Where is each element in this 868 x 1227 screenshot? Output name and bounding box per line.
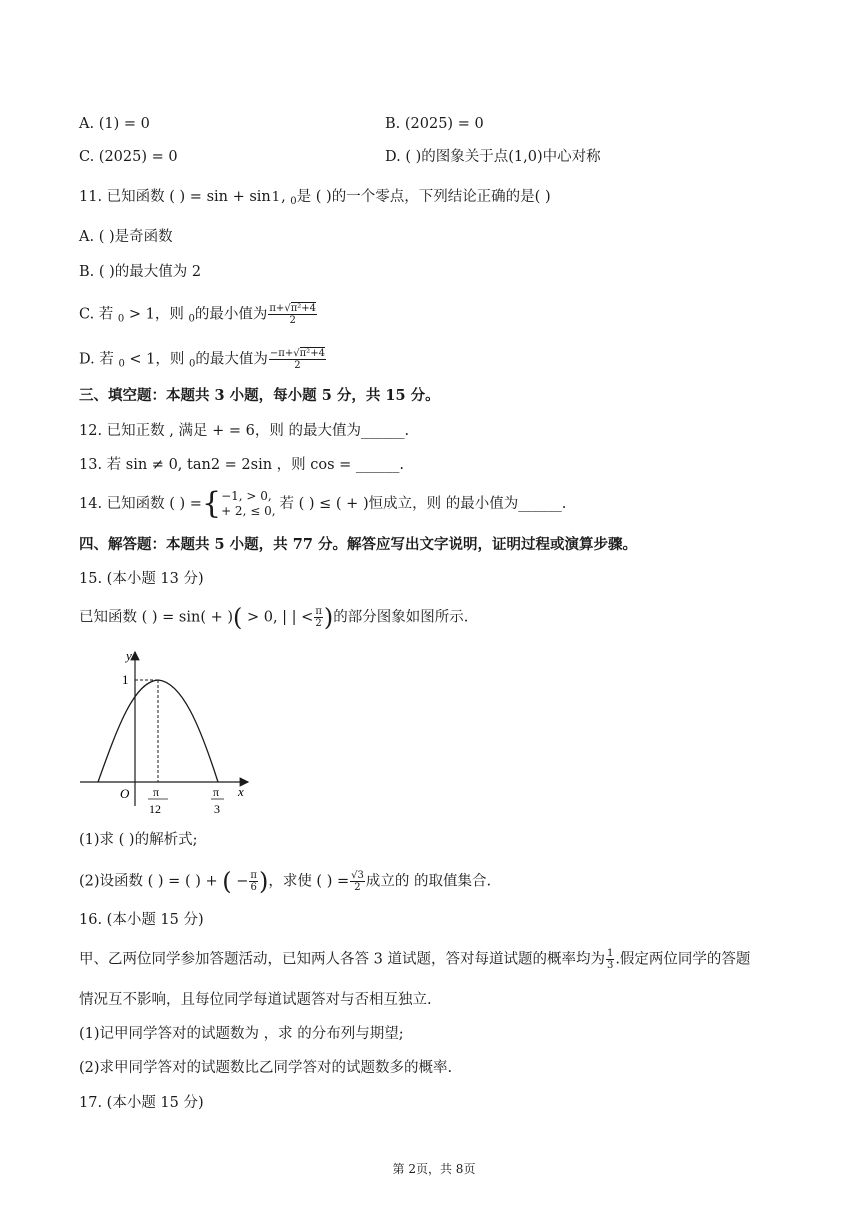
q16-line1-pre: 甲、乙两位同学参加答题活动，已知两人各答 3 道试题，答对每道试题的概率均为 (79, 951, 605, 968)
q15-stem-cond: > 0, | | < (242, 609, 314, 626)
q17-head: 17. (本小题 15 分) (79, 1095, 204, 1111)
q11-stem (79, 187, 551, 212)
q15-rparen: ) (323, 603, 334, 632)
q11-stem-start: 11. 已知函数 ( ) = sin + sin (79, 189, 271, 205)
q15-pi-fraction (314, 606, 323, 629)
q16-prob-den: 3 (606, 960, 614, 971)
q15-p2-six: 6 (250, 882, 257, 893)
q15-p2-post2: 成立的 的取值集合. (365, 873, 492, 890)
q15-pi: π (315, 606, 322, 617)
tick1-den: 12 (149, 802, 161, 816)
q15-lparen: ( (233, 603, 243, 632)
q15-p2-rparen: ) (258, 867, 269, 896)
q15-head: 15. (本小题 13 分) (79, 571, 204, 587)
q11-c-post: 的最小值为 (194, 306, 268, 323)
q11-fraction (271, 189, 281, 205)
page-footer: 第 2页，共 8页 (392, 1162, 476, 1176)
q11-c-sub2: 0 (188, 313, 195, 325)
q15-p2-den: 2 (354, 882, 361, 893)
q12: 12. 已知正数 , 满足 + = 6，则 的最大值为______. (79, 423, 410, 439)
q11-d-fraction: $\frac{\text{−π+√π²+4}}{2}$ (269, 348, 325, 371)
q14 (79, 486, 567, 521)
sine-graph (76, 646, 256, 818)
q11-option-b: B. ( )的最大值为 2 (79, 264, 202, 280)
q11-c-fraction: $\frac{\text{π+√π²+4}}{2}$ (269, 303, 317, 326)
q14-pre: 14. 已知函数 ( ) = (79, 496, 202, 512)
tick1-num: π (153, 785, 160, 799)
q15-stem-post: 的部分图象如图所示. (333, 609, 469, 626)
q11-d-sub2: 0 (189, 358, 196, 370)
section-3-heading: 三、填空题：本题共 3 小题，每小题 5 分，共 15 分。 (79, 387, 440, 404)
y-label: y (126, 648, 132, 663)
q15-stem (79, 603, 469, 632)
q11-d-num-a: −π+ (269, 348, 294, 359)
q11-option-c (79, 303, 318, 330)
q16-part1: (1)记甲同学答对的试题数为 ，求 的分布列与期望; (79, 1026, 404, 1042)
q15-stem-pre: 已知函数 ( ) = sin( + ) (79, 609, 233, 626)
section-4-heading: 四、解答题：本题共 5 小题，共 77 分。解答应写出文字说明，证明过程或演算步骤。 (79, 536, 637, 553)
q16-line1 (79, 948, 750, 971)
q11-d-pre: D. 若 (79, 351, 119, 368)
q15-p2-pre: (2)设函数 ( ) = ( ) + (79, 873, 223, 890)
option-a: A. (1) = 0 (79, 116, 150, 132)
q15-p2-mid: − (231, 873, 249, 890)
x-label: x (238, 784, 244, 799)
q11-d-num-b: π²+4 (299, 348, 325, 359)
q15-p2-pi: π (250, 870, 257, 881)
q15-two: 2 (315, 618, 322, 629)
q11-d-den: 2 (294, 360, 301, 371)
q11-sub0: 0 (290, 196, 297, 207)
q11-d-mid: < 1，则 (124, 351, 190, 368)
q11-d-post: 的最大值为 (195, 351, 268, 368)
q15-p2-post1: ，求使 ( ) = (268, 873, 350, 890)
q15-p2-num: √3 (351, 870, 364, 881)
option-d: D. ( )的图象关于点(1,0)中心对称 (385, 149, 601, 165)
tick2-den: 3 (214, 802, 220, 816)
origin-label: O (120, 786, 130, 801)
option-b: B. (2025) = 0 (385, 116, 484, 132)
q13: 13. 若 sin ≠ 0, tan2 = 2sin ，则 cos = ______. (79, 457, 405, 473)
q11-c-num-a: π+ (269, 303, 285, 314)
q11-c-pre: C. 若 (79, 306, 118, 323)
option-c: C. (2025) = 0 (79, 149, 178, 165)
q11-d-sub: 0 (118, 358, 125, 370)
tick2-num: π (213, 785, 220, 799)
one-label: 1 (122, 672, 129, 687)
q11-stem-mid: , (281, 189, 291, 205)
q15-p2-sqrt3 (350, 870, 365, 893)
q11-c-den: 2 (289, 315, 296, 326)
q11-option-d (79, 348, 327, 375)
q16-head: 16. (本小题 15 分) (79, 912, 204, 928)
q14-case1: −1, > 0, (221, 489, 272, 503)
q14-post: 若 ( ) ≤ ( + )恒成立，则 的最小值为______. (279, 496, 567, 512)
q11-option-a: A. ( )是奇函数 (79, 229, 173, 245)
q16-prob-num: 1 (606, 948, 614, 959)
q15-p2-pi6 (249, 870, 258, 893)
q14-case2: + 2, ≤ 0, (221, 504, 276, 518)
q16-prob-fraction (606, 948, 614, 971)
q14-brace: { (201, 486, 222, 521)
q11-frac-num: 1 (271, 189, 281, 205)
q15-part1: (1)求 ( )的解析式; (79, 832, 198, 848)
q11-stem-end: 是 ( )的一个零点，下列结论正确的是( ) (296, 189, 551, 205)
q16-line1-post: .假定两位同学的答题 (615, 951, 751, 968)
q15-part2 (79, 867, 492, 896)
q16-line2: 情况互不影响，且每位同学每道试题答对与否相互独立. (79, 992, 432, 1008)
q15-p2-lparen: ( (222, 867, 232, 896)
q11-c-num-b: π²+4 (290, 303, 317, 314)
q14-cases (221, 489, 275, 519)
q11-c-mid: > 1，则 (124, 306, 189, 323)
q11-c-sub: 0 (117, 313, 125, 325)
q16-part2: (2)求甲同学答对的试题数比乙同学答对的试题数多的概率. (79, 1060, 453, 1076)
